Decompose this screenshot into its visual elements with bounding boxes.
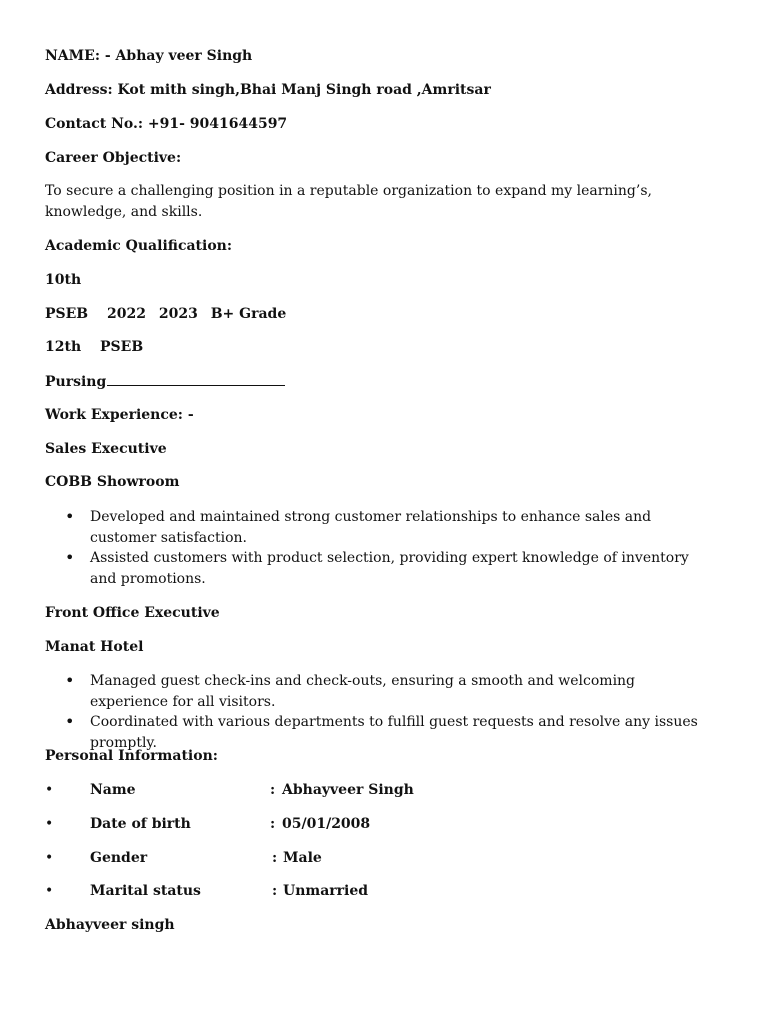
academic-year-end: 2023 [158,306,198,322]
personal-value: Male [283,850,322,866]
job-bullets [45,507,705,589]
career-objective-heading: Career Objective: [45,150,182,166]
name-line: NAME: - Abhay veer Singh [45,48,253,64]
academic-tenth: 10th [45,272,82,288]
bullet-text: Managed guest check-ins and check-outs, ensuring a smooth and welcoming experience for all visitors. [90,673,636,710]
academic-pursing: Pursing [45,374,107,390]
list-item [45,548,705,589]
list-item [45,507,705,548]
pursing-blank-line [107,371,285,386]
bullet-text: Coordinated with various departments to fulfill guest requests and resolve any issues promptly. [90,714,698,751]
job-company: COBB Showroom [45,474,180,490]
personal-label: Date of birth [90,816,191,832]
bullet-icon: • [65,507,75,526]
personal-label: Marital status [90,883,201,899]
academic-twelfth-row [45,337,143,357]
list-item [45,671,705,712]
personal-label: Name [90,782,136,798]
career-objective-text: To secure a challenging position in a reputable organization to expand my learning’s, knowledge, and skills. [45,183,652,220]
bullet-text: Assisted customers with product selection, providing expert knowledge of inventory and promotions. [90,550,689,587]
personal-value: Abhayveer Singh [282,782,414,798]
job-title: Front Office Executive [45,605,220,621]
signature-name: Abhayveer singh [45,917,175,933]
job-bullets [45,671,705,753]
bullet-icon: • [65,548,75,567]
academic-pursing-row [45,371,285,392]
work-heading: Work Experience: - [45,407,194,423]
job-company: Manat Hotel [45,639,144,655]
bullet-icon: • [65,712,75,731]
address-line: Address: Kot mith singh,Bhai Manj Singh road ,Amritsar [45,82,491,98]
bullet-icon: • [45,816,54,832]
bullet-icon: • [45,883,54,899]
personal-value: 05/01/2008 [282,816,371,832]
academic-board: PSEB [45,306,89,322]
colon: : [272,883,278,899]
academic-grade: B+ Grade [210,306,287,322]
colon: : [272,850,278,866]
academic-heading: Academic Qualification: [45,238,233,254]
academic-pseb-row [45,304,286,324]
academic-twelfth: 12th [45,339,82,355]
personal-label: Gender [90,850,148,866]
personal-value: Unmarried [283,883,369,899]
bullet-text: Developed and maintained strong customer relationships to enhance sales and customer satisfaction. [90,509,652,546]
colon: : [270,816,276,832]
colon: : [270,782,276,798]
bullet-icon: • [45,850,54,866]
bullet-icon: • [65,671,75,690]
academic-board-twelfth: PSEB [100,339,144,355]
personal-heading: Personal Information: [45,748,218,764]
job-title: Sales Executive [45,441,167,457]
bullet-icon: • [45,782,54,798]
contact-line: Contact No.: +91- 9041644597 [45,116,288,132]
academic-year-start: 2022 [107,306,146,322]
